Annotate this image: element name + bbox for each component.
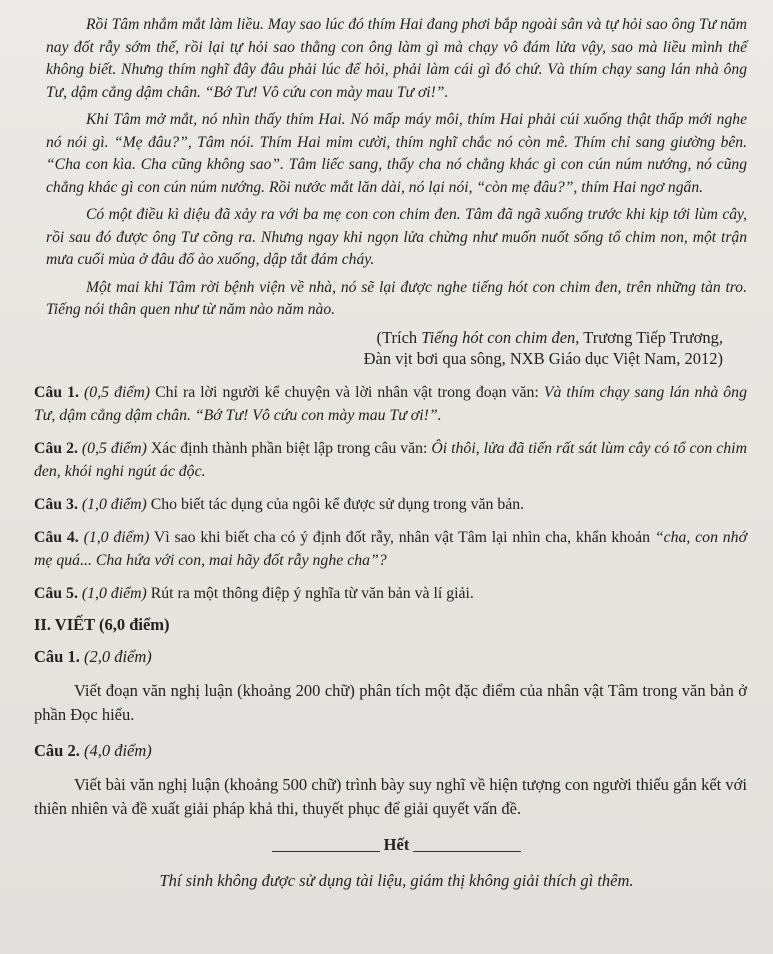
writing-task-1-heading xyxy=(34,647,747,667)
story-paragraph-1: Rồi Tâm nhắm mắt làm liều. May sao lúc đó thím Hai đang phơi bắp ngoài sân và tự hỏi sao ông Tư năm nay đốt rẫy sớm thế, rồi lại tự hỏi sao thằng con ông làm gì mà chạy vô đám lửa vậy, sao mà liều mình thế không biết. Nhưng thím nghĩ đây đâu phải lúc để hỏi, phải làm cái gì đó chứ. Và thím chạy sang lán nhà ông Tư, dậm cẳng dậm chân. “Bớ Tư! Vô cứu con mày mau Tư ơi!”. xyxy=(46,16,747,101)
section-heading-writing: II. VIẾT (6,0 điểm) xyxy=(34,614,170,634)
question-label: Câu 2. xyxy=(34,439,78,457)
question-1 xyxy=(34,381,747,427)
question-points: (0,5 điểm) xyxy=(84,383,151,401)
end-rule-left xyxy=(272,851,380,852)
citation-author: , Trương Tiếp Trương, xyxy=(575,327,723,347)
question-text: Vì sao khi biết cha có ý định đốt rẫy, nhân vật Tâm lại nhìn cha, khẩn khoản xyxy=(149,528,655,546)
citation-prefix: (Trích xyxy=(376,327,422,347)
question-text: Xác định thành phần biệt lập trong câu văn: xyxy=(146,439,432,457)
question-points: (1,0 điểm) xyxy=(81,495,147,513)
task-label: Câu 1. xyxy=(34,646,80,666)
question-points: (1,0 điểm) xyxy=(83,528,150,546)
story-paragraph-3: Có một điều kì diệu đã xảy ra với ba mẹ con con chim đen. Tâm đã ngã xuống trước khi kịp tới lùm cây, rồi sau đó được ông Tư cõng ra. Nhưng ngay khi ngọn lửa chừng như muốn nuốt sống tổ chim non, một trận mưa cuối mùa ở đâu đổ ào xuống, dập tắt đám cháy. xyxy=(46,206,747,268)
question-label: Câu 5. xyxy=(34,584,78,602)
end-rule-right xyxy=(413,851,521,852)
question-label: Câu 4. xyxy=(34,528,79,546)
question-quote: Ôi thôi, lửa đã tiến rất sát lùm cây có tổ con chim đen, khói nghi ngút ác độc. xyxy=(34,439,747,480)
question-text: Rút ra một thông điệp ý nghĩa từ văn bản và lí giải. xyxy=(146,584,474,602)
task-label: Câu 2. xyxy=(34,740,80,760)
citation-line-1 xyxy=(46,327,723,348)
question-5 xyxy=(34,582,747,605)
question-quote: Và thím chạy sang lán nhà ông Tư, dậm cẳng dậm chân. “Bớ Tư! Vô cứu con mày mau Tư ơi!”. xyxy=(34,383,747,424)
question-quote: “cha, con nhớ mẹ quá... Cha hứa với con, mai hãy đốt rẫy nghe cha”? xyxy=(34,528,748,569)
story-paragraph-4: Một mai khi Tâm rời bệnh viện về nhà, nó sẽ lại được nghe tiếng hót con chim đen, trên những tàn tro. Tiếng nói thân quen như từ năm nào năm nào. xyxy=(46,278,747,318)
end-marker xyxy=(46,835,747,855)
question-points: (1,0 điểm) xyxy=(81,584,147,602)
task-points: (2,0 điểm) xyxy=(83,646,152,666)
footer-note: Thí sinh không được sử dụng tài liệu, giám thị không giải thích gì thêm. xyxy=(159,870,634,890)
question-points: (0,5 điểm) xyxy=(81,439,147,457)
citation xyxy=(46,327,723,369)
question-text: Cho biết tác dụng của ngôi kể được sử dụng trong văn bản. xyxy=(146,495,525,513)
writing-task-1-text: Viết đoạn văn nghị luận (khoảng 200 chữ) phân tích một đặc điểm của nhân vật Tâm trong văn bản ở phần Đọc hiểu. xyxy=(34,680,747,724)
story-paragraph-2: Khi Tâm mở mắt, nó nhìn thấy thím Hai. Nó mấp máy môi, thím Hai phải cúi xuống thật thấp mới nghe nó nói gì. “Mẹ đâu?”, Tâm nói. Thím Hai mỉm cười, thím nghĩ chắc nó còn mê. Thím chỉ sang giường bên. “Cha con kìa. Cha cũng không sao”. Tâm liếc sang, thấy cha nó chẳng khác gì con cún núm nướng, nó cũng chẳng khác gì con cún núm nướng. Rồi nước mắt lăn dài, nó lại nói, “còn mẹ đâu?”, thím Hai ngơ ngẩn. xyxy=(46,111,747,196)
end-label: Hết xyxy=(383,834,410,854)
question-label: Câu 3. xyxy=(34,495,78,513)
task-points: (4,0 điểm) xyxy=(83,740,152,760)
writing-task-2-heading xyxy=(34,741,747,761)
question-3 xyxy=(34,493,747,516)
question-label: Câu 1. xyxy=(34,383,79,401)
question-4 xyxy=(34,526,747,572)
question-2 xyxy=(34,437,747,483)
writing-task-2-text: Viết bài văn nghị luận (khoảng 500 chữ) trình bày suy nghĩ về hiện tượng con người thiếu gắn kết với thiên nhiên và đề xuất giải pháp khả thi, thuyết phục để giải quyết vấn đề. xyxy=(34,774,747,818)
question-text: Chỉ ra lời người kể chuyện và lời nhân vật trong đoạn văn: xyxy=(150,383,544,401)
citation-title: Tiếng hót con chim đen xyxy=(421,327,576,347)
citation-line-2: Đàn vịt bơi qua sông, NXB Giáo dục Việt Nam, 2012) xyxy=(363,348,723,368)
